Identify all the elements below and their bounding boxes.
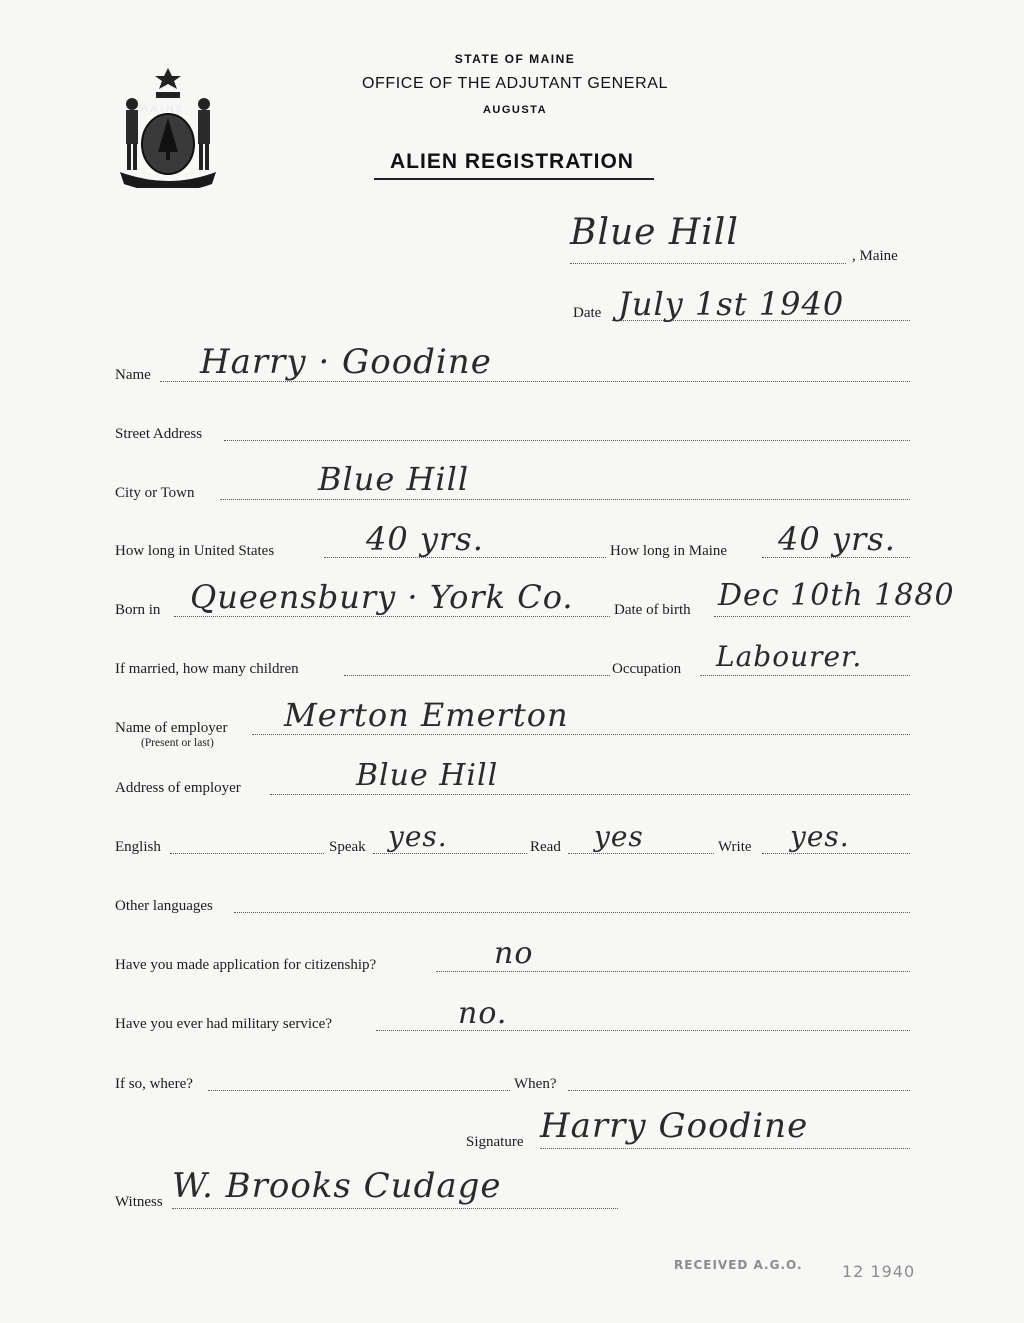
english-label: English [115,839,161,855]
military-service-line [376,1030,910,1031]
maine-label: , Maine [852,248,898,264]
town-line [570,263,846,264]
signature-line [540,1148,910,1149]
write-line [762,853,910,854]
english-line [170,853,324,854]
employer-name-label: Name of employer [115,720,228,736]
speak-label: Speak [329,839,366,855]
name-label: Name [115,367,151,383]
speak-entry: yes. [388,820,448,853]
witness-line [172,1208,618,1209]
witness-entry: W. Brooks Cudage [172,1166,502,1206]
form-title: ALIEN REGISTRATION [390,150,634,173]
title-underline [374,178,654,180]
how-long-us-entry: 40 yrs. [366,520,484,558]
seal-banner-text: MAINE [138,104,185,115]
married-children-label: If married, how many children [115,661,299,677]
citizenship-line [436,971,910,972]
received-stamp-date: 12 1940 [842,1262,916,1281]
date-of-birth-label: Date of birth [614,602,691,618]
employer-name-line [252,734,910,735]
signature-label: Signature [466,1134,524,1150]
if-so-where-line [208,1090,510,1091]
born-in-label: Born in [115,602,161,618]
date-of-birth-line [714,616,910,617]
state-heading: STATE OF MAINE [454,52,576,66]
signature-entry: Harry Goodine [540,1106,809,1146]
read-line [568,853,714,854]
employer-name-entry: Merton Emerton [284,696,569,734]
date-label: Date [573,305,602,321]
write-label: Write [718,839,752,855]
occupation-entry: Labourer. [716,640,863,673]
witness-label: Witness [115,1194,163,1210]
when-line [568,1090,910,1091]
office-heading: OFFICE OF THE ADJUTANT GENERAL [361,75,669,92]
born-in-entry: Queensbury · York Co. [190,578,574,616]
military-service-entry: no. [458,996,508,1031]
street-address-label: Street Address [115,426,203,442]
occupation-line [700,675,910,676]
occupation-label: Occupation [612,661,682,677]
city-heading: AUGUSTA [482,104,548,116]
employer-address-line [270,794,910,795]
city-or-town-entry: Blue Hill [318,460,470,498]
write-entry: yes. [790,820,850,853]
name-entry: Harry · Goodine [200,342,492,382]
date-of-birth-entry: Dec 10th 1880 [718,578,955,613]
speak-line [373,853,527,854]
employer-note-label: (Present or last) [141,737,214,749]
other-languages-line [234,912,910,913]
how-long-maine-entry: 40 yrs. [778,520,896,558]
town-entry: Blue Hill [570,212,739,253]
citizenship-label: Have you made application for citizenship? [115,957,377,973]
read-entry: yes [594,820,644,853]
when-label: When? [514,1076,557,1092]
employer-address-label: Address of employer [115,780,241,796]
military-service-label: Have you ever had military service? [115,1016,332,1032]
other-languages-label: Other languages [115,898,213,914]
maine-state-seal-icon [112,66,224,188]
street-address-line [224,440,910,441]
city-or-town-label: City or Town [115,485,195,501]
city-or-town-line [220,499,910,500]
date-entry: July 1st 1940 [618,285,845,323]
citizenship-entry: no [494,936,534,971]
married-children-line [344,675,610,676]
received-stamp: RECEIVED A.G.O. [674,1258,803,1272]
how-long-us-label: How long in United States [115,543,275,559]
read-label: Read [530,839,561,855]
how-long-maine-label: How long in Maine [610,543,728,559]
if-so-where-label: If so, where? [115,1076,193,1092]
born-in-line [174,616,610,617]
employer-address-entry: Blue Hill [356,758,499,793]
